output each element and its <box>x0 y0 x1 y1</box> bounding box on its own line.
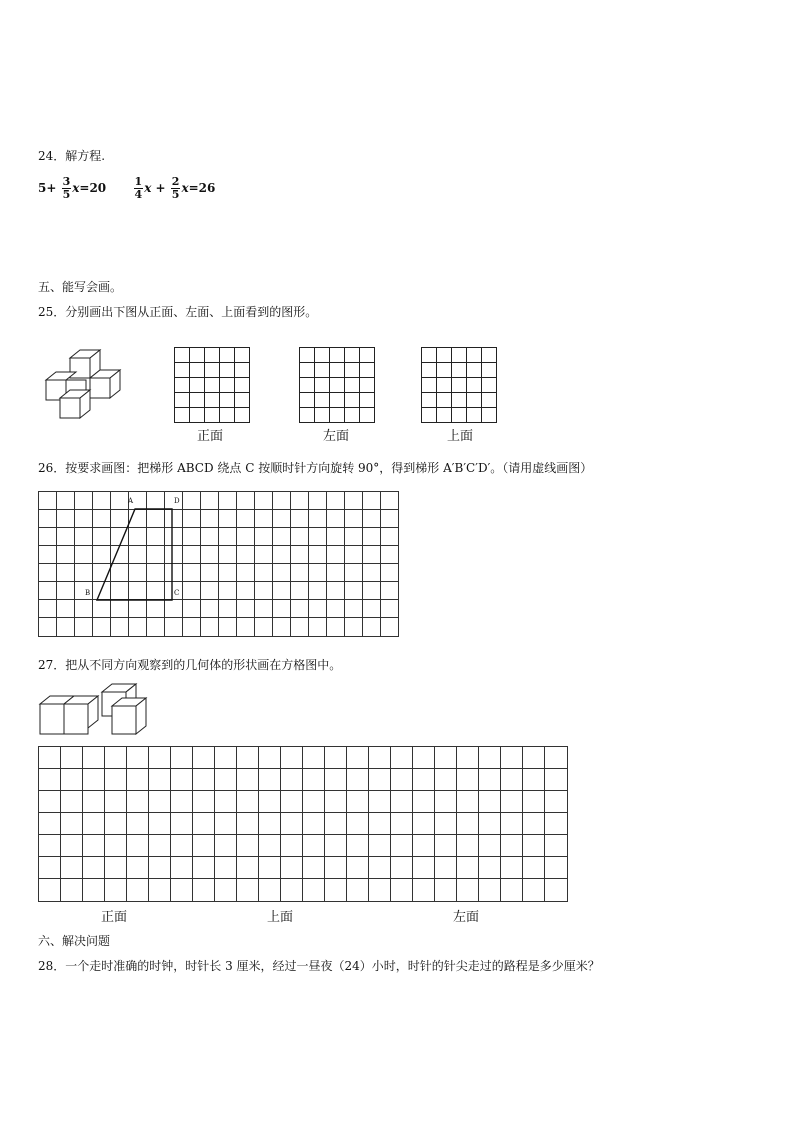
eq1: 5+ $\frac{3}{5}$ x=20 <box>38 175 107 201</box>
point-a-label: A <box>128 497 134 505</box>
q27-label-front: 正面 <box>101 910 128 925</box>
q25-grid-top <box>421 347 497 423</box>
q25-grid-front <box>174 347 250 423</box>
eq1-fraction: $\frac{3}{5}$ <box>62 175 71 201</box>
eq1-lead: 5+ <box>38 181 57 195</box>
q25-grid-left <box>299 347 375 423</box>
point-c-label: C <box>174 589 180 597</box>
q24-title: 24．解方程. <box>38 149 106 163</box>
q27-title: 27．把从不同方向观察到的几何体的形状画在方格图中。 <box>38 658 342 672</box>
q25-label-front: 正面 <box>197 429 224 444</box>
eq2-fraction-2: $\frac{2}{5}$ <box>171 175 180 201</box>
q25-label-top: 上面 <box>447 429 474 444</box>
q28-title: 28．一个走时准确的时钟，时针长 3 厘米，经过一昼夜（24）小时，时针的针尖走过的路程是多少厘米？ <box>38 959 600 973</box>
eq2-fraction-1: $\frac{1}{4}$ <box>134 175 143 201</box>
q27-label-left: 左面 <box>453 910 480 925</box>
q25-label-left: 左面 <box>323 429 350 444</box>
q27-cube-figure <box>38 684 153 738</box>
point-b-label: B <box>85 589 91 597</box>
q26-title: 26．按要求画图：把梯形 ABCD 绕点 C 按顺时针方向旋转 90°，得到梯形 A′B′C′D′。（请用虚线画图） <box>38 461 593 475</box>
q25-cube-figure <box>40 350 125 420</box>
trapezoid-abcd <box>97 509 172 600</box>
section6-title: 六、解决问题 <box>38 934 111 948</box>
point-d-label: D <box>174 497 180 505</box>
section5-title: 五、能写会画。 <box>38 280 123 294</box>
q27-grid <box>38 746 569 903</box>
q24-equations <box>38 176 215 201</box>
q27-label-top: 上面 <box>267 910 294 925</box>
q26-grid <box>38 491 400 638</box>
eq2: $\frac{1}{4}$ x + $\frac{2}{5}$ x=26 <box>134 175 216 201</box>
q25-title: 25．分别画出下图从正面、左面、上面看到的图形。 <box>38 305 318 319</box>
